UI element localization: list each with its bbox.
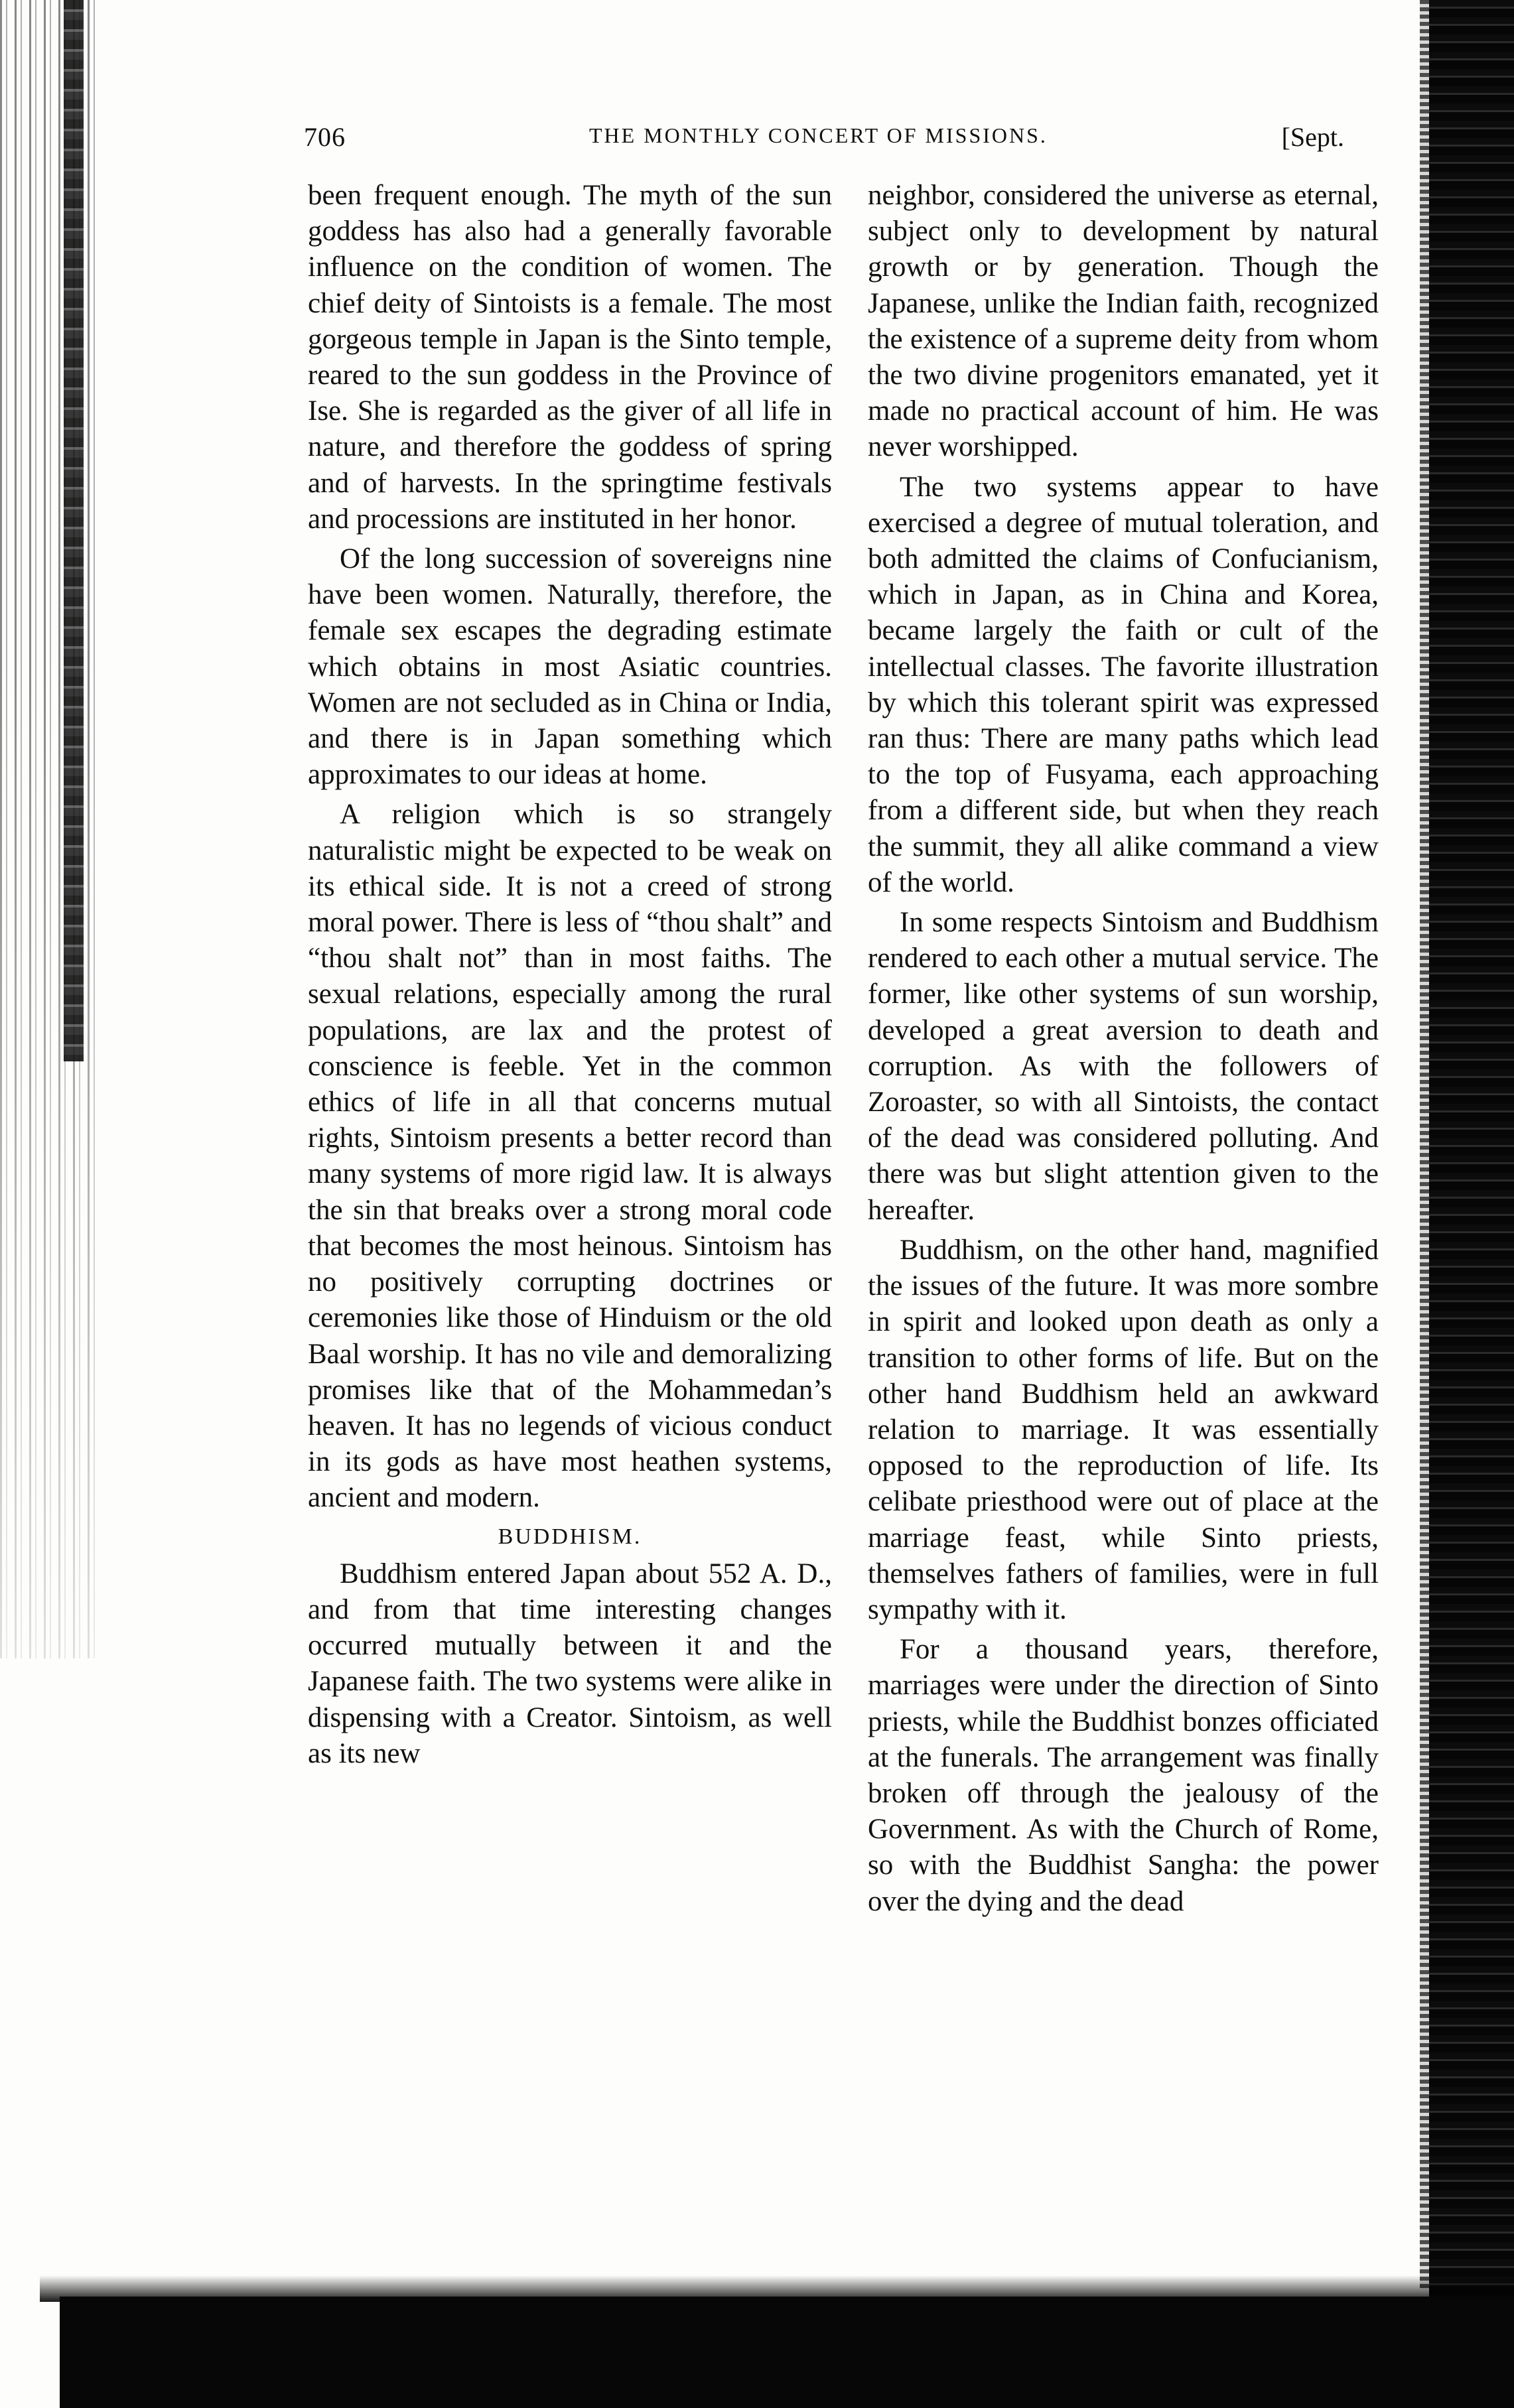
section-heading: BUDDHISM. bbox=[498, 1524, 642, 1549]
paragraph: Buddhism, on the other hand, magnified the issues of the future. It was more sombre in spirit and looked upon death as only a transition to other forms of life. But on the other hand Buddhism held an awkward relation to marriage. It was essentially opposed to the reproduction of life. Its celibate priesthood were out of place at the marriage feast, while Sinto priests, themselves fathers of families, were in full sympathy with it. bbox=[868, 1234, 1379, 1625]
right-column bbox=[868, 178, 1379, 1920]
scan-binding-edge bbox=[1420, 0, 1429, 2289]
paragraph: been frequent enough. The myth of the sun goddess has also had a generally favorable influence on the condition of women. The chief deity of Sintoists is a female. The most gorgeous temple in Japan is the Sinto temple, reared to the sun goddess in the Province of Ise. She is regarded as the giver of all life in nature, and therefore the goddess of spring and of harvests. In the springtime festivals and processions are instituted in her honor. bbox=[308, 180, 832, 535]
paragraph: For a thousand years, therefore, marriages were under the direction of Sinto priests, while the Buddhist bonzes officiated at the funerals. The arrangement was finally broken off through the jealousy of the Government. As with the Church of Rome, so with the Buddhist Sangha: the power over the dying and the dead bbox=[868, 1634, 1379, 1917]
scan-spine-left bbox=[64, 0, 84, 1061]
scan-edge-left bbox=[0, 0, 100, 1658]
paragraph: Buddhism entered Japan about 552 A. D., and from that time interesting changes occurred mutually between it and the Japanese faith. The two systems were alike in dispensing with a Creator. Sintoism, as well as its new bbox=[308, 1558, 832, 1769]
running-title: THE MONTHLY CONCERT OF MISSIONS. bbox=[589, 123, 1048, 147]
left-column bbox=[308, 178, 832, 1772]
paragraph: Of the long succession of sovereigns nine have been women. Naturally, therefore, the female sex escapes the degrading estimate which obtains in most Asiatic countries. Women are not secluded as in China or India, and there is in Japan something which approximates to our ideas at home. bbox=[308, 543, 832, 791]
scan-binding-right bbox=[1429, 0, 1514, 2408]
page-number: 706 bbox=[304, 122, 346, 152]
paragraph: The two systems appear to have exercised a degree of mutual toleration, and both admitted the claims of Confucianism, which in Japan, as in China and Korea, became largely the faith or cult of the intellectual classes. The favorite illustration by which this tolerant spirit was expressed ran thus: There are many paths which lead to the top of Fusyama, each approaching from a different side, but when they reach the summit, they all alike command a view of the world. bbox=[868, 471, 1379, 898]
running-date: [Sept. bbox=[1281, 122, 1344, 152]
scan-bottom-band bbox=[60, 2297, 1514, 2408]
paragraph: In some respects Sintoism and Buddhism rendered to each other a mutual service. The former, like other systems of sun worship, developed a great aversion to death and corruption. As with the followers of Zoroaster, so with all Sintoists, the contact of the dead was considered polluting. And there was but slight attention given to the hereafter. bbox=[868, 907, 1379, 1226]
paragraph: A religion which is so strangely naturalistic might be expected to be weak on its ethical side. It is not a creed of strong moral power. There is less of “thou shalt” and “thou shalt not” than in most faiths. The sexual relations, especially among the rural populations, are lax and the protest of conscience is feeble. Yet in the common ethics of life in all that concerns mutual rights, Sintoism presents a better record than many systems of more rigid law. It is always the sin that breaks over a strong moral code that becomes the most heinous. Sintoism has no positively corrupting doctrines or ceremonies like those of Hinduism or the old Baal worship. It has no vile and demoralizing promises like that of the Mohammedan’s heaven. It has no legends of vicious conduct in its gods as have most heathen systems, ancient and modern. bbox=[308, 799, 832, 1514]
paragraph: neighbor, considered the universe as eternal, subject only to development by natural growth or by generation. Though the Japanese, unlike the Indian faith, recognized the existence of a supreme deity from whom the two divine progenitors emanated, yet it made no practical account of him. He was never worshipped. bbox=[868, 180, 1379, 463]
running-head bbox=[304, 121, 1357, 155]
